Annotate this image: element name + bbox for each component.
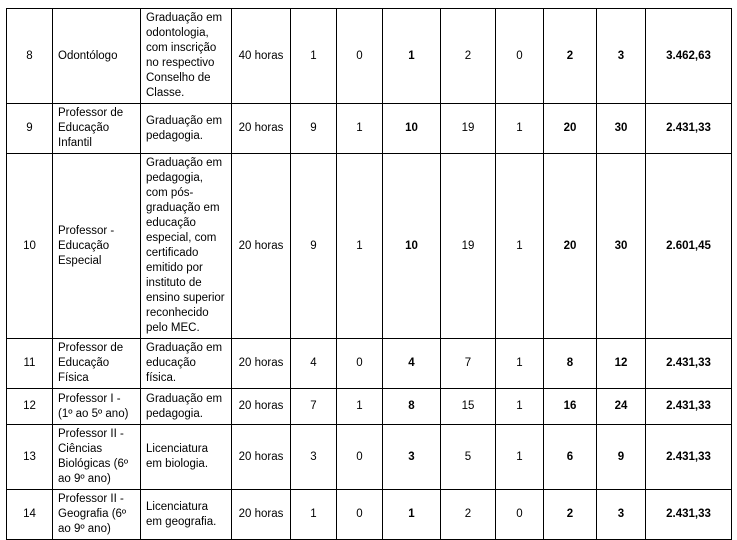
total-cell: 3 [597, 490, 646, 540]
total-cell: 9 [597, 425, 646, 490]
row-number: 12 [7, 389, 53, 425]
subtotal-cell: 3 [383, 425, 441, 490]
count-cell: 0 [337, 425, 383, 490]
subtotal-cell: 20 [544, 154, 597, 339]
subtotal-cell: 1 [383, 9, 441, 104]
count-cell: 3 [291, 425, 337, 490]
position-name: Professor - Educação Especial [53, 154, 141, 339]
subtotal-cell: 4 [383, 339, 441, 389]
subtotal-cell: 8 [544, 339, 597, 389]
salary-cell: 2.431,33 [646, 104, 732, 154]
row-number: 14 [7, 490, 53, 540]
subtotal-cell: 8 [383, 389, 441, 425]
requirements: Graduação em pedagogia, com pós-graduação em educação especial, com certificado emitido por instituto de ensino superior reconhecido pelo MEC. [141, 154, 232, 339]
count-cell: 0 [337, 339, 383, 389]
count-cell: 7 [441, 339, 496, 389]
subtotal-cell: 6 [544, 425, 597, 490]
salary-cell: 2.431,33 [646, 339, 732, 389]
salary-cell: 2.431,33 [646, 425, 732, 490]
count-cell: 0 [337, 9, 383, 104]
count-cell: 9 [291, 154, 337, 339]
count-cell: 9 [291, 104, 337, 154]
count-cell: 1 [496, 154, 544, 339]
total-cell: 30 [597, 104, 646, 154]
requirements: Graduação em pedagogia. [141, 104, 232, 154]
table-row [7, 339, 732, 389]
count-cell: 2 [441, 490, 496, 540]
count-cell: 1 [496, 389, 544, 425]
position-name: Professor I - (1º ao 5º ano) [53, 389, 141, 425]
table-row [7, 154, 732, 339]
requirements: Licenciatura em geografia. [141, 490, 232, 540]
table-row [7, 425, 732, 490]
count-cell: 0 [496, 9, 544, 104]
requirements: Graduação em educação física. [141, 339, 232, 389]
count-cell: 1 [337, 104, 383, 154]
subtotal-cell: 1 [383, 490, 441, 540]
row-number: 11 [7, 339, 53, 389]
table-row [7, 9, 732, 104]
position-name: Professor II - Geografia (6º ao 9º ano) [53, 490, 141, 540]
row-number: 8 [7, 9, 53, 104]
row-number: 9 [7, 104, 53, 154]
position-name: Odontólogo [53, 9, 141, 104]
position-name: Professor de Educação Física [53, 339, 141, 389]
count-cell: 4 [291, 339, 337, 389]
total-cell: 24 [597, 389, 646, 425]
salary-cell: 2.431,33 [646, 490, 732, 540]
table-row [7, 104, 732, 154]
count-cell: 19 [441, 104, 496, 154]
salary-cell: 3.462,63 [646, 9, 732, 104]
workload: 20 horas [232, 154, 291, 339]
workload: 20 horas [232, 339, 291, 389]
subtotal-cell: 20 [544, 104, 597, 154]
subtotal-cell: 10 [383, 154, 441, 339]
count-cell: 1 [291, 9, 337, 104]
salary-cell: 2.431,33 [646, 389, 732, 425]
count-cell: 0 [337, 490, 383, 540]
workload: 20 horas [232, 104, 291, 154]
subtotal-cell: 2 [544, 490, 597, 540]
count-cell: 7 [291, 389, 337, 425]
subtotal-cell: 16 [544, 389, 597, 425]
subtotal-cell: 10 [383, 104, 441, 154]
total-cell: 30 [597, 154, 646, 339]
count-cell: 19 [441, 154, 496, 339]
positions-table [6, 8, 732, 540]
count-cell: 1 [337, 154, 383, 339]
row-number: 13 [7, 425, 53, 490]
count-cell: 1 [337, 389, 383, 425]
requirements: Licenciatura em biologia. [141, 425, 232, 490]
count-cell: 5 [441, 425, 496, 490]
workload: 20 horas [232, 490, 291, 540]
count-cell: 2 [441, 9, 496, 104]
count-cell: 1 [496, 425, 544, 490]
position-name: Professor II - Ciências Biológicas (6º ao 9º ano) [53, 425, 141, 490]
requirements: Graduação em pedagogia. [141, 389, 232, 425]
salary-cell: 2.601,45 [646, 154, 732, 339]
count-cell: 1 [291, 490, 337, 540]
total-cell: 3 [597, 9, 646, 104]
count-cell: 1 [496, 104, 544, 154]
count-cell: 15 [441, 389, 496, 425]
subtotal-cell: 2 [544, 9, 597, 104]
workload: 40 horas [232, 9, 291, 104]
position-name: Professor de Educação Infantil [53, 104, 141, 154]
total-cell: 12 [597, 339, 646, 389]
count-cell: 1 [496, 339, 544, 389]
requirements: Graduação em odontologia, com inscrição no respectivo Conselho de Classe. [141, 9, 232, 104]
workload: 20 horas [232, 425, 291, 490]
table-row [7, 389, 732, 425]
count-cell: 0 [496, 490, 544, 540]
workload: 20 horas [232, 389, 291, 425]
row-number: 10 [7, 154, 53, 339]
